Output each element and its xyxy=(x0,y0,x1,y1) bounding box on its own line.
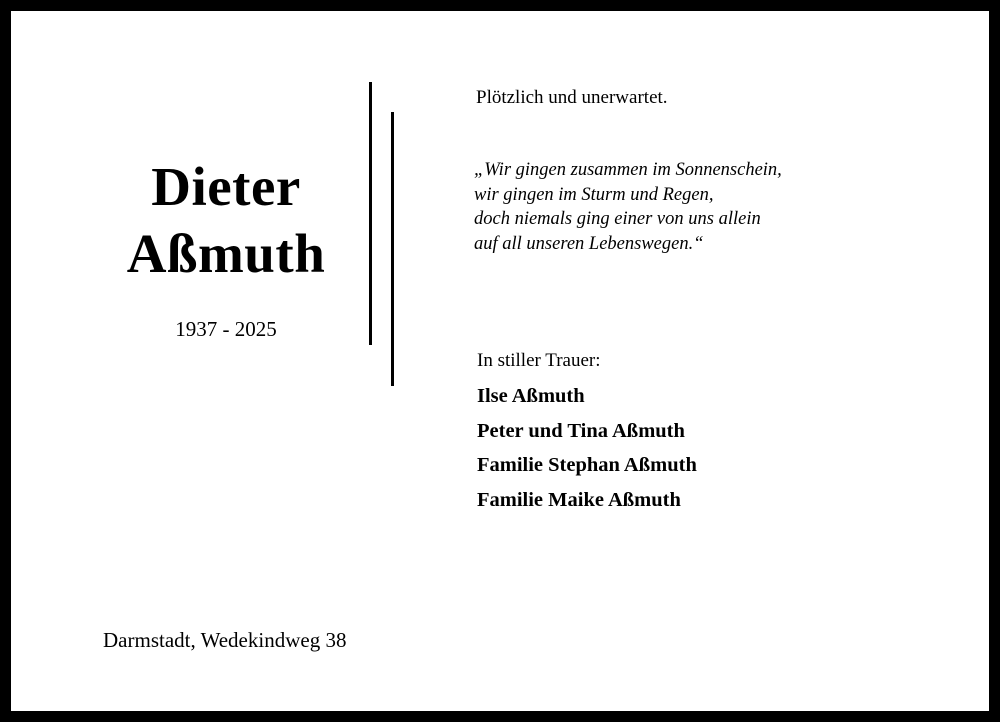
poem-line: auf all unseren Lebenswegen.“ xyxy=(474,233,704,254)
life-dates: 1937 - 2025 xyxy=(175,317,277,341)
mourner-name: Familie Stephan Aßmuth xyxy=(477,454,697,476)
divider-line-right xyxy=(391,112,394,386)
address: Darmstadt, Wedekindweg 38 xyxy=(103,628,347,652)
poem-line: wir gingen im Sturm und Regen, xyxy=(474,184,714,205)
deceased-first-name: Dieter xyxy=(151,156,301,217)
poem xyxy=(474,158,782,256)
poem-line: doch niemals ging einer von uns allein xyxy=(474,209,761,229)
mourners-list xyxy=(477,379,697,517)
deceased-last-name: Aßmuth xyxy=(126,223,326,284)
divider-line-left xyxy=(369,82,372,345)
poem-line: „Wir gingen zusammen im Sonnenschein, xyxy=(474,160,782,180)
intro-text: Plötzlich und unerwartet. xyxy=(476,87,668,108)
mourning-label: In stiller Trauer: xyxy=(477,350,601,371)
mourner-name: Ilse Aßmuth xyxy=(477,385,585,407)
mourner-name: Peter und Tina Aßmuth xyxy=(477,419,685,442)
mourner-name: Familie Maike Aßmuth xyxy=(477,488,681,511)
